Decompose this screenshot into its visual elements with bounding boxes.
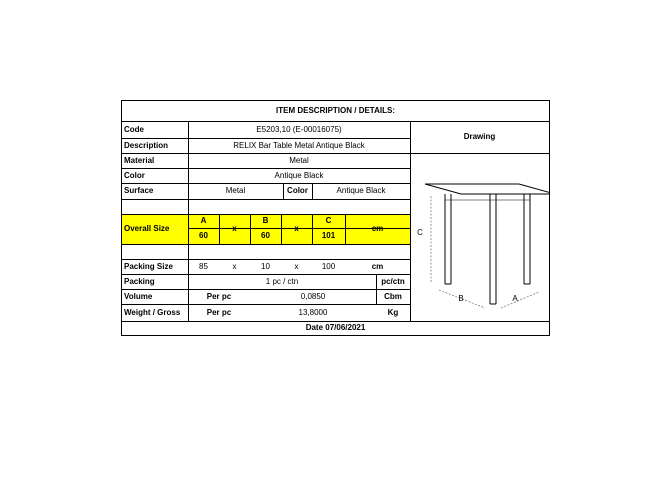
surface-color-value: Antique Black bbox=[336, 186, 386, 195]
overall-size-x2: x bbox=[294, 224, 299, 233]
surface-label: Surface bbox=[124, 186, 154, 195]
volume-per: Per pc bbox=[206, 291, 232, 301]
overall-size-label: Overall Size bbox=[124, 224, 170, 233]
packing-size-v1: 85 bbox=[199, 261, 208, 271]
overall-size-b-label: B bbox=[262, 216, 269, 225]
overall-size-unit: cm bbox=[371, 224, 384, 233]
material-label: Material bbox=[124, 155, 155, 165]
packing-size-x1: x bbox=[232, 261, 237, 271]
surface-color-label: Color bbox=[287, 186, 308, 195]
weight-value: 13,8000 bbox=[298, 307, 328, 317]
description-value: RELIX Bar Table Metal Antique Black bbox=[233, 140, 365, 150]
packing-value: 1 pc / ctn bbox=[265, 276, 299, 286]
item-details-sheet bbox=[121, 100, 550, 336]
packing-size-label: Packing Size bbox=[124, 261, 173, 271]
overall-size-c-value: 101 bbox=[321, 231, 336, 240]
packing-size-unit: cm bbox=[371, 261, 384, 271]
table-top bbox=[425, 184, 549, 194]
drawing-dim-b: B bbox=[458, 294, 464, 303]
volume-value: 0,0850 bbox=[300, 291, 326, 301]
weight-label: Weight / Gross bbox=[124, 307, 181, 317]
color-label: Color bbox=[124, 170, 145, 180]
material-value: Metal bbox=[289, 155, 309, 165]
bar-table-drawing bbox=[411, 154, 549, 320]
color-value: Antique Black bbox=[274, 170, 324, 180]
overall-size-a-label: A bbox=[200, 216, 207, 225]
code-label: Code bbox=[124, 124, 144, 134]
packing-size-v2: 10 bbox=[261, 261, 270, 271]
packing-size-v3: 100 bbox=[321, 261, 336, 271]
description-label: Description bbox=[124, 140, 169, 150]
weight-unit: Kg bbox=[387, 307, 399, 317]
volume-label: Volume bbox=[124, 291, 153, 301]
code-value: E5203,10 (E-00016075) bbox=[256, 124, 342, 134]
overall-size-x1: x bbox=[232, 224, 237, 233]
overall-size-a-value: 60 bbox=[199, 231, 208, 240]
volume-unit: Cbm bbox=[384, 291, 402, 301]
overall-size-c-label: C bbox=[325, 216, 332, 225]
drawing-dim-c: C bbox=[417, 228, 423, 237]
weight-per: Per pc bbox=[206, 307, 232, 317]
surface-value: Metal bbox=[225, 186, 246, 195]
drawing-dim-a: A bbox=[512, 294, 518, 303]
packing-size-x2: x bbox=[294, 261, 299, 271]
packing-unit: pc/ctn bbox=[381, 276, 405, 286]
packing-label: Packing bbox=[124, 276, 155, 286]
overall-size-b-value: 60 bbox=[261, 231, 270, 240]
drawing-label: Drawing bbox=[463, 132, 496, 141]
footer-date: Date 07/06/2021 bbox=[305, 323, 366, 332]
sheet-title: ITEM DESCRIPTION / DETAILS: bbox=[276, 106, 395, 115]
